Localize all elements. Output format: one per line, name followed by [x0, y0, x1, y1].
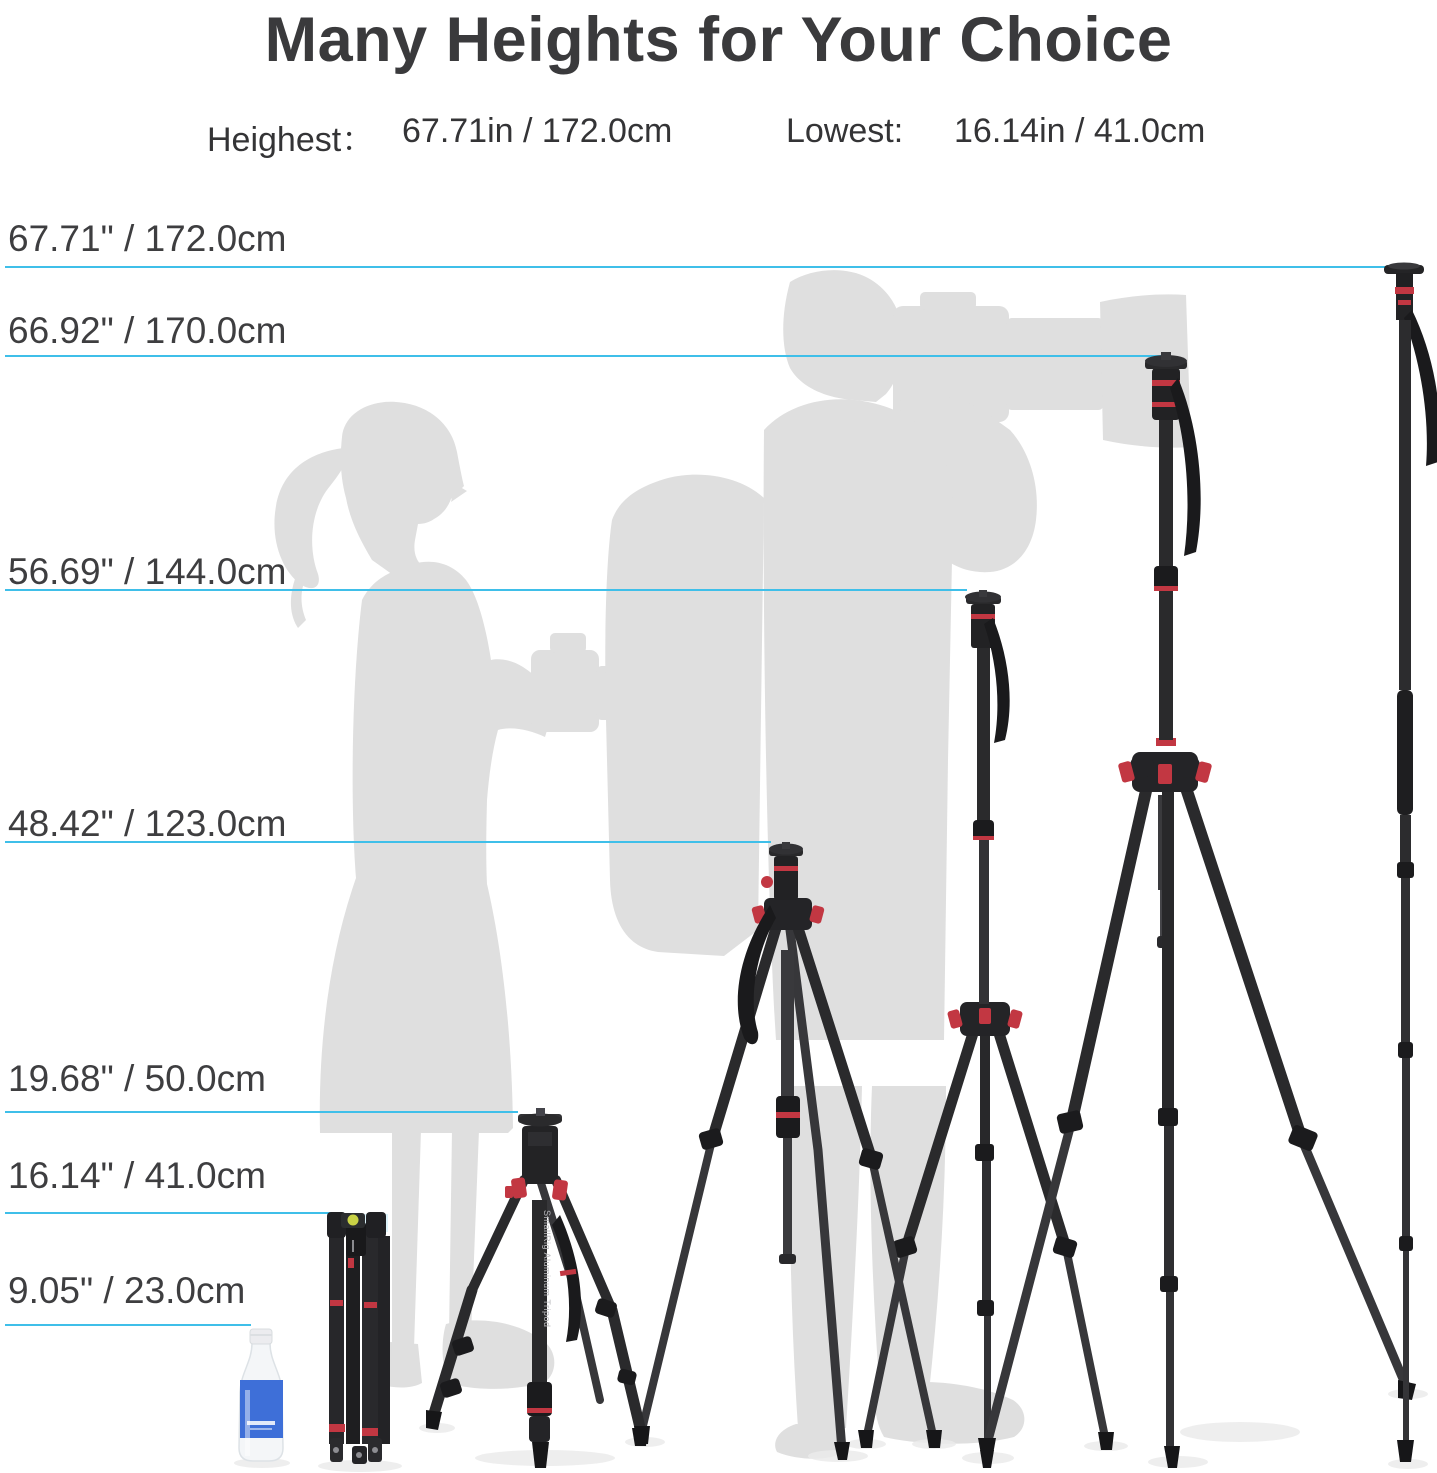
measurement-label-172cm: 67.71" / 172.0cm: [8, 218, 287, 259]
measurement-label-41cm: 16.14" / 41.0cm: [8, 1155, 266, 1196]
measurement-label-50cm: 19.68" / 50.0cm: [8, 1058, 266, 1099]
water-bottle: [239, 1329, 283, 1461]
highest-label: Heighest：: [207, 121, 376, 159]
measurement-label-23cm: 9.05" / 23.0cm: [8, 1270, 246, 1311]
highest-value: 67.71in / 172.0cm: [402, 112, 673, 150]
folded-tripod: [327, 1212, 390, 1464]
measurement-label-144cm: 56.69" / 144.0cm: [8, 551, 287, 592]
lowest-label: Lowest:: [786, 112, 904, 150]
tripod-brand-text: SmallRig Aluminum Tripod: [542, 1210, 552, 1328]
monopod: [1384, 263, 1437, 1463]
measurement-label-170cm: 66.92" / 170.0cm: [8, 310, 287, 351]
lowest-value: 16.14in / 41.0cm: [954, 112, 1206, 150]
page-title: Many Heights for Your Choice: [264, 5, 1173, 75]
measurement-label-123cm: 48.42" / 123.0cm: [8, 803, 287, 844]
tripod-170cm: [978, 352, 1416, 1468]
